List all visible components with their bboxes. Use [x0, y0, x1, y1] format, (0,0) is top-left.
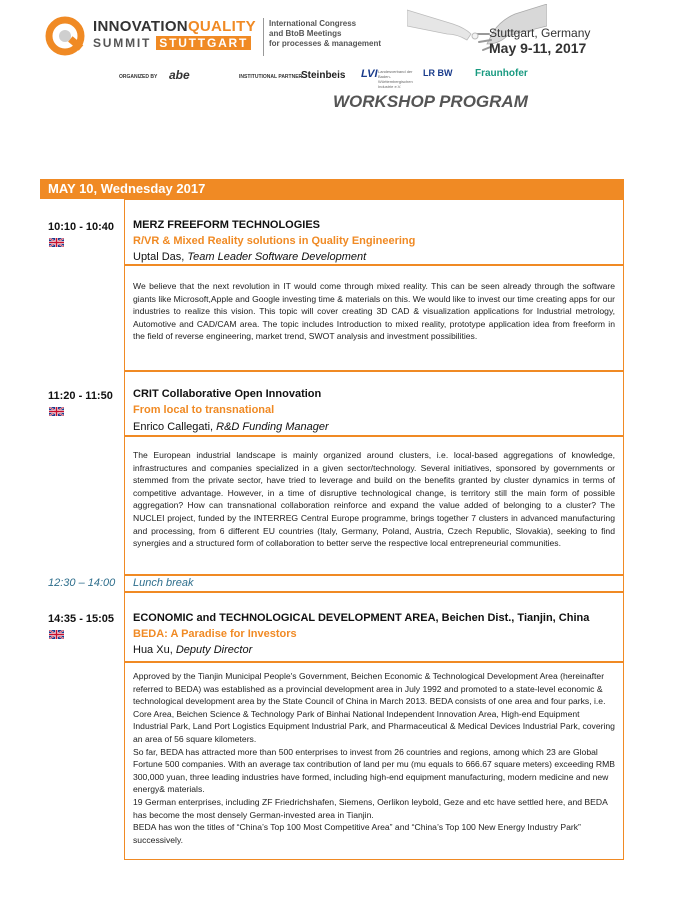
uk-flag-icon	[49, 630, 64, 639]
session-2-topic: From local to transnational	[133, 404, 275, 416]
congress-description: International Congress and BtoB Meetings for processes & management	[269, 19, 382, 48]
partner-lvi: LVI	[361, 68, 378, 80]
partner-steinbeis: Steinbeis	[301, 70, 346, 81]
session-1-description: We believe that the next revolution in IT would come through mixed reality. This can be seen already through the software giants like Microsoft,Apple and Google investing time & materials on this. We would like to invest our time creating apps for our industries to realize this vision. This topic will cover creating 3D CAD & visualization applications for Industrial metrology, Automotive and CAD/CAM area. The topic includes Introduction to mixed reality, prototype application idea from freeform in the field of reverse engineering, market trend, SWOT analysis and investment possibilities.	[133, 281, 615, 342]
session-3-time: 14:35 - 15:05	[48, 613, 115, 625]
event-location: Stuttgart, Germany	[489, 26, 591, 40]
summit-logo-icon	[45, 16, 87, 58]
session-1-speaker: Uptal Das, Team Leader Software Development	[133, 251, 367, 263]
institutional-partner-label: INSTITUTIONAL PARTNER	[239, 74, 303, 80]
session-2-description: The European industrial landscape is mainly organized around clusters, i.e. local-based aggregations of knowledge, infrastructures and companies specialized in a given sector/technology. Several initiatives, sponsored by governments or stemmed from the private sector, have tried to leverage and build on the benefits granted by cluster dynamics in terms of competitive advantage. However, in a time of disruptive technological change, is territory still the main form of possible aggregation? How can transnational collaboration reinforce and expand the value added of belonging to a cluster? The NUCLEI project, funded by the INTERREG Central Europe programme, brings together 7 clusters in advanced manufacturing and processing, from 6 different EU countries (Italy, Germany, Poland, Austria, Czech Republic, Slovakia), seeking to find synergies and a structured form of collaboration to better serve the respective local entrepreneurial communities.	[133, 450, 615, 549]
session-3-paragraph: BEDA has won the titles of “China’s Top 100 Most Competitive Area” and “China’s Top 100 New Energy Industry Park” successively.	[133, 822, 581, 845]
session-3-topic: BEDA: A Paradise for Investors	[133, 628, 297, 640]
day-header: MAY 10, Wednesday 2017	[40, 179, 624, 199]
organized-by-label: ORGANIZED BY	[119, 74, 158, 80]
session-2-speaker: Enrico Callegati, R&D Funding Manager	[133, 421, 329, 433]
lunch-time: 12:30 – 14:00	[48, 577, 116, 589]
brand-line-1: INNOVATIONQUALITY	[93, 18, 256, 35]
partner-fraunhofer: Fraunhofer	[475, 68, 528, 79]
session-2-time: 11:20 - 11:50	[48, 390, 113, 402]
lunch-box	[124, 575, 624, 592]
lunch-label: Lunch break	[133, 577, 194, 589]
session-2-company: CRIT Collaborative Open Innovation	[133, 388, 322, 400]
session-3-paragraph: So far, BEDA has attracted more than 500 enterprises to invest from 26 countries and regions, among which 23 are Global Fortune 500 companies. With an average tax contribution of land per mu (mu equals to 666.67 square meters) exceeding RMB 300,000 yuan, three leading industries have formed, including high-end equipment manufacturing, modern medicine and new energy& materials.	[133, 746, 615, 795]
session-3-paragraph: 19 German enterprises, including ZF Friedrichshafen, Siemens, Oerlikon leybold, Geze and etc have settled here, and BEDA has become the most densely German-invested area in Tianjin.	[133, 796, 608, 820]
uk-flag-icon	[49, 238, 64, 247]
partner-lrbw: LR BW	[423, 68, 453, 78]
session-2-role: R&D Funding Manager	[216, 421, 329, 433]
session-3-speaker: Hua Xu, Deputy Director	[133, 644, 253, 656]
uk-flag-icon	[49, 407, 64, 416]
event-banner	[35, 4, 620, 88]
divider	[263, 18, 264, 56]
session-3-role: Deputy Director	[175, 644, 253, 656]
session-3-description	[133, 670, 615, 846]
session-3-company: ECONOMIC and TECHNOLOGICAL DEVELOPMENT AREA, Beichen Dist., Tianjin, China	[133, 612, 590, 624]
session-1-topic: R/VR & Mixed Reality solutions in Quality Engineering	[133, 235, 416, 247]
session-3-paragraph: Approved by the Tianjin Municipal People's Government, Beichen Economic & Technological Development Area (hereinafter referred to BEDA) was established as a provincial development area in July 1992 and promoted to a state-level economic & technological development area by the State Council of China in March 2013. BEDA consists of one area and four parks, i.e. Core Area, Beichen Science & Technology Park of Binhai National Independent Innovation Area, High-end Equipment Industrial Park, Land Port Logistics Equipment Industrial Park, and Pharmaceutical & Medical Devices Industrial Park, covering an area of 56 square kilometers.	[133, 671, 615, 744]
event-dates: May 9-11, 2017	[489, 40, 587, 56]
organizer-logo: abe	[169, 68, 190, 82]
brand-line-2: SUMMIT STUTTGART	[93, 36, 251, 50]
session-1-role: Team Leader Software Development	[187, 251, 367, 263]
session-1-time: 10:10 - 10:40	[48, 221, 115, 233]
page-title: WORKSHOP PROGRAM	[333, 92, 528, 111]
session-1-company: MERZ FREEFORM TECHNOLOGIES	[133, 219, 320, 231]
partner-lvi-subtitle: Landesverband der Baden-Württembergischen Industrie e.V.	[378, 69, 413, 89]
